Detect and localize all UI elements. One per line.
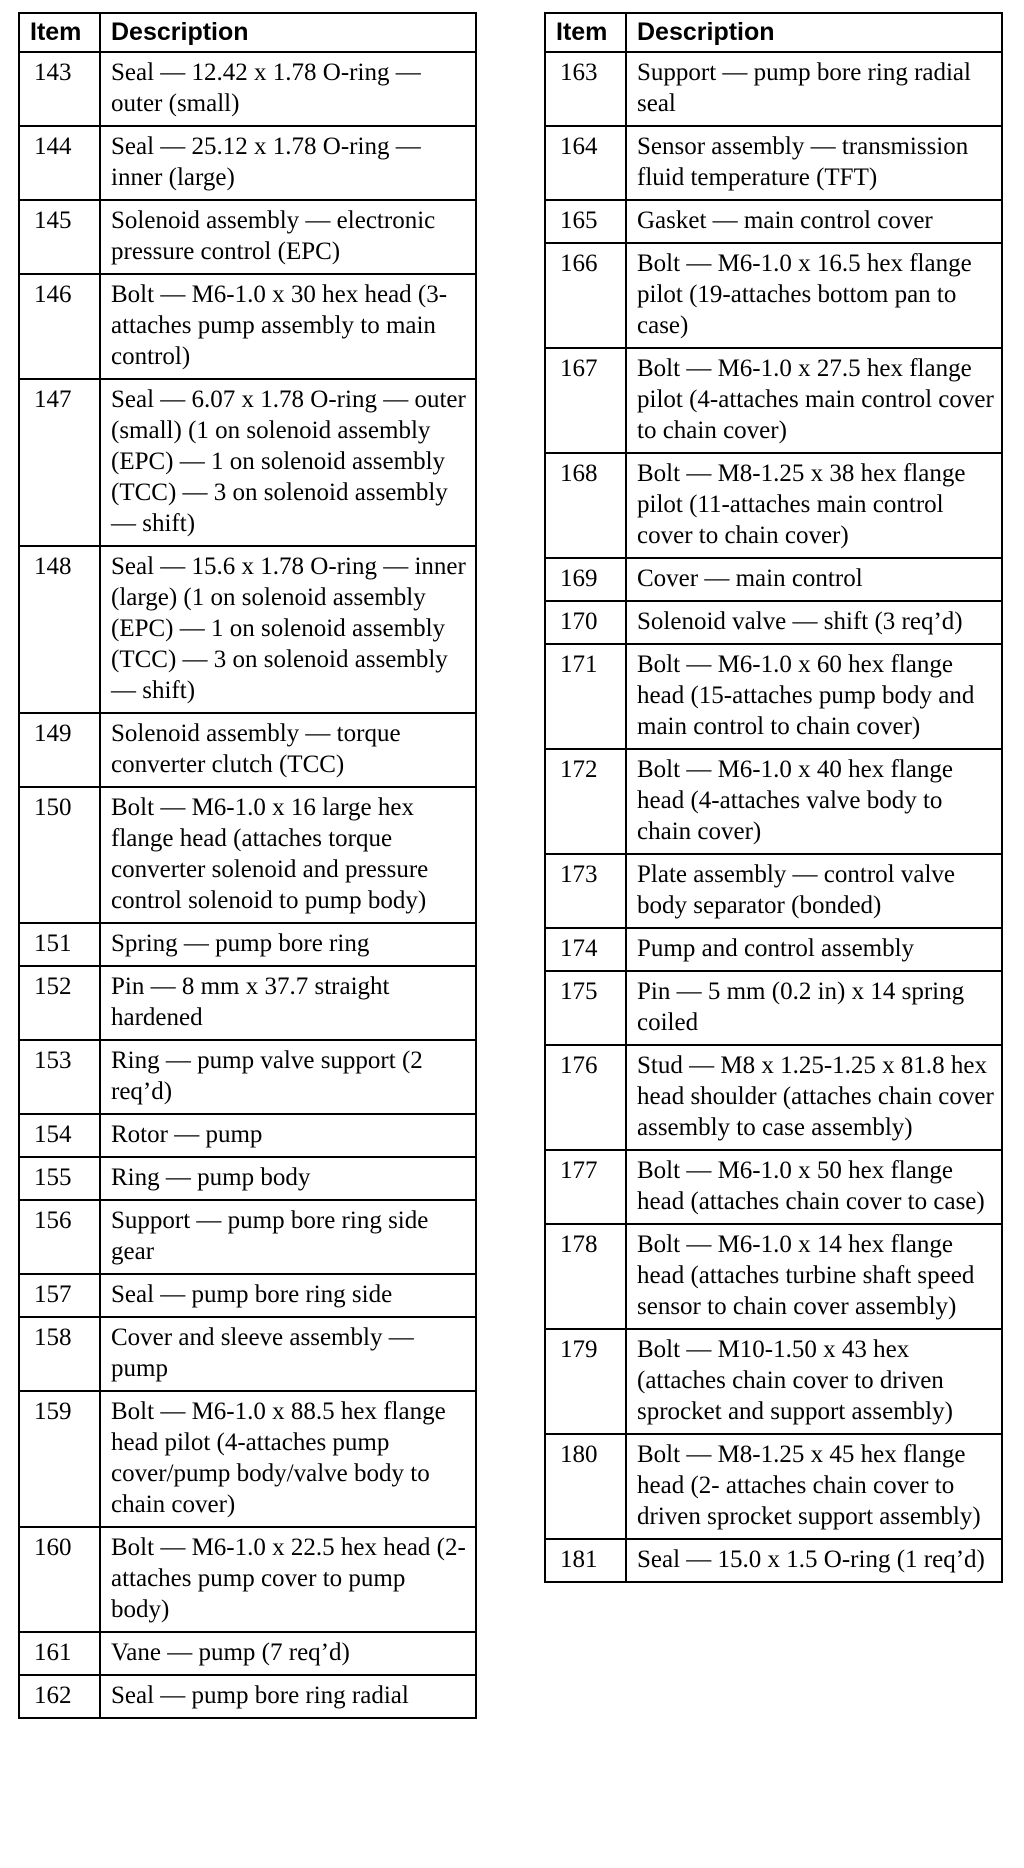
table-row xyxy=(19,52,476,126)
table-row xyxy=(545,749,1002,854)
item-number: 158 xyxy=(19,1317,100,1391)
item-description: Gasket — main control cover xyxy=(626,200,1002,243)
table-row xyxy=(19,1157,476,1200)
table-row xyxy=(19,1274,476,1317)
item-number: 156 xyxy=(19,1200,100,1274)
item-number: 163 xyxy=(545,52,626,126)
item-number: 159 xyxy=(19,1391,100,1527)
item-description: Bolt — M6-1.0 x 88.5 hex flange head pilot (4-attaches pump cover/pump body/valve body to chain cover) xyxy=(100,1391,476,1527)
header-row xyxy=(19,13,476,52)
table-row xyxy=(545,558,1002,601)
item-number: 181 xyxy=(545,1539,626,1582)
table-row xyxy=(545,453,1002,558)
item-description: Bolt — M8-1.25 x 38 hex flange pilot (11-attaches main control cover to chain cover) xyxy=(626,453,1002,558)
item-description: Bolt — M6-1.0 x 14 hex flange head (attaches turbine shaft speed sensor to chain cover assembly) xyxy=(626,1224,1002,1329)
table-row xyxy=(19,787,476,923)
item-number: 172 xyxy=(545,749,626,854)
item-number: 144 xyxy=(19,126,100,200)
item-description: Pin — 5 mm (0.2 in) x 14 spring coiled xyxy=(626,971,1002,1045)
item-description: Seal — 25.12 x 1.78 O-ring — inner (large) xyxy=(100,126,476,200)
item-description: Support — pump bore ring side gear xyxy=(100,1200,476,1274)
item-description: Bolt — M6-1.0 x 30 hex head (3-attaches pump assembly to main control) xyxy=(100,274,476,379)
table-row xyxy=(19,126,476,200)
table-row xyxy=(19,1675,476,1718)
table-row xyxy=(545,1329,1002,1434)
table-row xyxy=(19,379,476,546)
item-number: 153 xyxy=(19,1040,100,1114)
item-number: 154 xyxy=(19,1114,100,1157)
item-column-header: Item xyxy=(545,13,626,52)
item-description: Seal — 12.42 x 1.78 O-ring — outer (small) xyxy=(100,52,476,126)
item-number: 157 xyxy=(19,1274,100,1317)
item-number: 155 xyxy=(19,1157,100,1200)
table-row xyxy=(545,1539,1002,1582)
item-description: Seal — 15.6 x 1.78 O-ring — inner (large) (1 on solenoid assembly (EPC) — 1 on solenoid assembly (TCC) — 3 on solenoid assembly — shift) xyxy=(100,546,476,713)
table-row xyxy=(545,1224,1002,1329)
item-description: Stud — M8 x 1.25-1.25 x 81.8 hex head shoulder (attaches chain cover assembly to case assembly) xyxy=(626,1045,1002,1150)
item-description: Seal — 6.07 x 1.78 O-ring — outer (small) (1 on solenoid assembly (EPC) — 1 on solenoid assembly (TCC) — 3 on solenoid assembly — shift) xyxy=(100,379,476,546)
item-description: Cover — main control xyxy=(626,558,1002,601)
item-description: Seal — 15.0 x 1.5 O-ring (1 req’d) xyxy=(626,1539,1002,1582)
item-number: 143 xyxy=(19,52,100,126)
table-row xyxy=(545,52,1002,126)
item-description: Solenoid assembly — torque converter clutch (TCC) xyxy=(100,713,476,787)
table-row xyxy=(19,274,476,379)
item-description: Solenoid valve — shift (3 req’d) xyxy=(626,601,1002,644)
item-number: 166 xyxy=(545,243,626,348)
item-number: 179 xyxy=(545,1329,626,1434)
table-row xyxy=(19,923,476,966)
item-number: 165 xyxy=(545,200,626,243)
table-row xyxy=(19,200,476,274)
item-description: Rotor — pump xyxy=(100,1114,476,1157)
item-number: 177 xyxy=(545,1150,626,1224)
table-row xyxy=(545,644,1002,749)
item-description: Bolt — M6-1.0 x 60 hex flange head (15-attaches pump body and main control to chain cover) xyxy=(626,644,1002,749)
item-description: Plate assembly — control valve body separator (bonded) xyxy=(626,854,1002,928)
item-description: Bolt — M6-1.0 x 16.5 hex flange pilot (19-attaches bottom pan to case) xyxy=(626,243,1002,348)
item-number: 173 xyxy=(545,854,626,928)
table-row xyxy=(545,928,1002,971)
item-description: Bolt — M6-1.0 x 40 hex flange head (4-attaches valve body to chain cover) xyxy=(626,749,1002,854)
item-description: Bolt — M6-1.0 x 50 hex flange head (attaches chain cover to case) xyxy=(626,1150,1002,1224)
item-description: Ring — pump body xyxy=(100,1157,476,1200)
table-row xyxy=(545,854,1002,928)
item-description: Cover and sleeve assembly — pump xyxy=(100,1317,476,1391)
item-number: 180 xyxy=(545,1434,626,1539)
table-row xyxy=(545,1434,1002,1539)
description-column-header: Description xyxy=(100,13,476,52)
item-description: Pump and control assembly xyxy=(626,928,1002,971)
item-number: 170 xyxy=(545,601,626,644)
table-row xyxy=(19,1317,476,1391)
item-number: 147 xyxy=(19,379,100,546)
item-number: 151 xyxy=(19,923,100,966)
table-row xyxy=(19,546,476,713)
table-row xyxy=(545,1150,1002,1224)
table-row xyxy=(19,1391,476,1527)
item-number: 162 xyxy=(19,1675,100,1718)
item-description: Pin — 8 mm x 37.7 straight hardened xyxy=(100,966,476,1040)
item-description: Bolt — M6-1.0 x 27.5 hex flange pilot (4-attaches main control cover to chain cover) xyxy=(626,348,1002,453)
parts-table-left xyxy=(18,12,477,1719)
item-number: 146 xyxy=(19,274,100,379)
item-number: 145 xyxy=(19,200,100,274)
item-description: Vane — pump (7 req’d) xyxy=(100,1632,476,1675)
table-row xyxy=(19,1200,476,1274)
item-description: Seal — pump bore ring side xyxy=(100,1274,476,1317)
item-description: Bolt — M10-1.50 x 43 hex (attaches chain cover to driven sprocket and support assembly) xyxy=(626,1329,1002,1434)
table-row xyxy=(545,1045,1002,1150)
parts-table-right xyxy=(544,12,1003,1583)
item-number: 176 xyxy=(545,1045,626,1150)
item-description: Support — pump bore ring radial seal xyxy=(626,52,1002,126)
item-description: Solenoid assembly — electronic pressure control (EPC) xyxy=(100,200,476,274)
table-row xyxy=(545,126,1002,200)
table-row xyxy=(545,200,1002,243)
item-number: 174 xyxy=(545,928,626,971)
table-row xyxy=(19,713,476,787)
item-description: Bolt — M6-1.0 x 16 large hex flange head (attaches torque converter solenoid and pressure control solenoid to pump body) xyxy=(100,787,476,923)
item-number: 150 xyxy=(19,787,100,923)
header-row xyxy=(545,13,1002,52)
description-column-header: Description xyxy=(626,13,1002,52)
item-description: Bolt — M6-1.0 x 22.5 hex head (2-attaches pump cover to pump body) xyxy=(100,1527,476,1632)
item-number: 167 xyxy=(545,348,626,453)
table-row xyxy=(545,243,1002,348)
table-row xyxy=(19,966,476,1040)
item-description: Bolt — M8-1.25 x 45 hex flange head (2- attaches chain cover to driven sprocket support assembly) xyxy=(626,1434,1002,1539)
item-description: Sensor assembly — transmission fluid temperature (TFT) xyxy=(626,126,1002,200)
table-row xyxy=(19,1040,476,1114)
table-row xyxy=(19,1114,476,1157)
item-number: 161 xyxy=(19,1632,100,1675)
table-row xyxy=(545,348,1002,453)
item-number: 148 xyxy=(19,546,100,713)
item-description: Spring — pump bore ring xyxy=(100,923,476,966)
item-number: 168 xyxy=(545,453,626,558)
table-row xyxy=(19,1527,476,1632)
item-number: 178 xyxy=(545,1224,626,1329)
item-number: 164 xyxy=(545,126,626,200)
table-row xyxy=(19,1632,476,1675)
item-number: 160 xyxy=(19,1527,100,1632)
item-number: 149 xyxy=(19,713,100,787)
item-description: Seal — pump bore ring radial xyxy=(100,1675,476,1718)
item-column-header: Item xyxy=(19,13,100,52)
table-row xyxy=(545,601,1002,644)
item-number: 175 xyxy=(545,971,626,1045)
item-number: 169 xyxy=(545,558,626,601)
item-number: 152 xyxy=(19,966,100,1040)
item-number: 171 xyxy=(545,644,626,749)
table-row xyxy=(545,971,1002,1045)
item-description: Ring — pump valve support (2 req’d) xyxy=(100,1040,476,1114)
